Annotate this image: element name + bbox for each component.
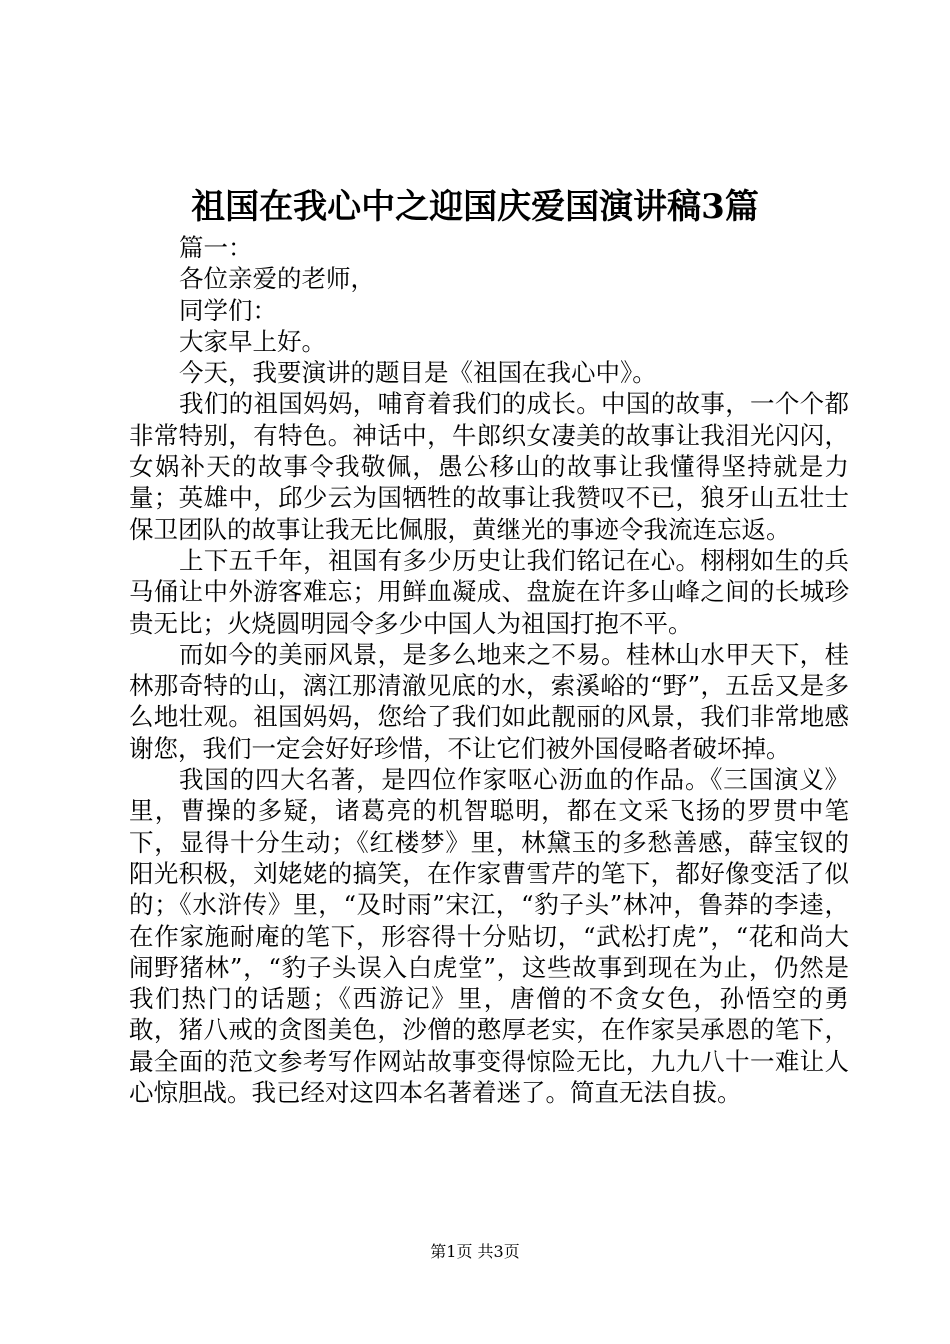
page-footer: 第1页 共3页 [430,1242,520,1261]
paragraph-greeting-teachers: 各位亲爱的老师， [179,264,375,294]
paragraph-greeting-students: 同学们： [179,295,277,325]
paragraph-scenery: 而如今的美丽风景，是多么地来之不易。桂林山水甲天下，桂林那奇特的山，漓江那清澈见底的水，索溪峪的“野”，五岳又是多么地壮观。祖国妈妈，您给了我们如此靓丽的风景，我们非常地感谢您，我们一定会好好珍惜，不让它们被外国侵略者破坏掉。 [129,639,849,763]
paragraph-section-heading: 篇一： [179,233,253,262]
document-title: 祖国在我心中之迎国庆爱国演讲稿3篇 [191,187,759,227]
paragraph-classics: 我国的四大名著，是四位作家呕心沥血的作品。《三国演义》里，曹操的多疑，诸葛亮的机智聪明，都在文采飞扬的罗贯中笔下，显得十分生动；《红楼梦》里，林黛玉的多愁善感，薛宝钗的阳光积极，刘姥姥的搞笑，在作家曹雪芹的笔下，都好像变活了似的；《水浒传》里，“及时雨”宋江，“豹子头”林冲，鲁莽的李逵，在作家施耐庵的笔下，形容得十分贴切，“武松打虎”，“花和尚大闹野猪林”，“豹子头误入白虎堂”，这些故事到现在为止，仍然是我们热门的话题；《西游记》里，唐僧的不贪女色，孙悟空的勇敢，猪八戒的贪图美色，沙僧的憨厚老实，在作家吴承恩的笔下，最全面的范文参考写作网站故事变得惊险无比，九九八十一难让人心惊胆战。我已经对这四本名著着迷了。简直无法自拔。 [129,765,849,1108]
document-body [129,232,849,1108]
paragraph-speech-topic: 今天，我要演讲的题目是《祖国在我心中》。 [179,358,657,388]
paragraph-stories: 我们的祖国妈妈，哺育着我们的成长。中国的故事，一个个都非常特别，有特色。神话中，牛郎织女凄美的故事让我泪光闪闪，女娲补天的故事令我敬佩，愚公移山的故事让我懂得坚持就是力量；英雄中，邱少云为国牺牲的故事让我赞叹不已，狼牙山五壮士保卫团队的故事让我无比佩服，黄继光的事迹令我流连忘返。 [129,389,849,544]
paragraph-history: 上下五千年，祖国有多少历史让我们铭记在心。栩栩如生的兵马俑让中外游客难忘；用鲜血凝成、盘旋在许多山峰之间的长城珍贵无比；火烧圆明园令多少中国人为祖国打抱不平。 [129,545,849,638]
paragraph-good-morning: 大家早上好。 [179,326,326,356]
